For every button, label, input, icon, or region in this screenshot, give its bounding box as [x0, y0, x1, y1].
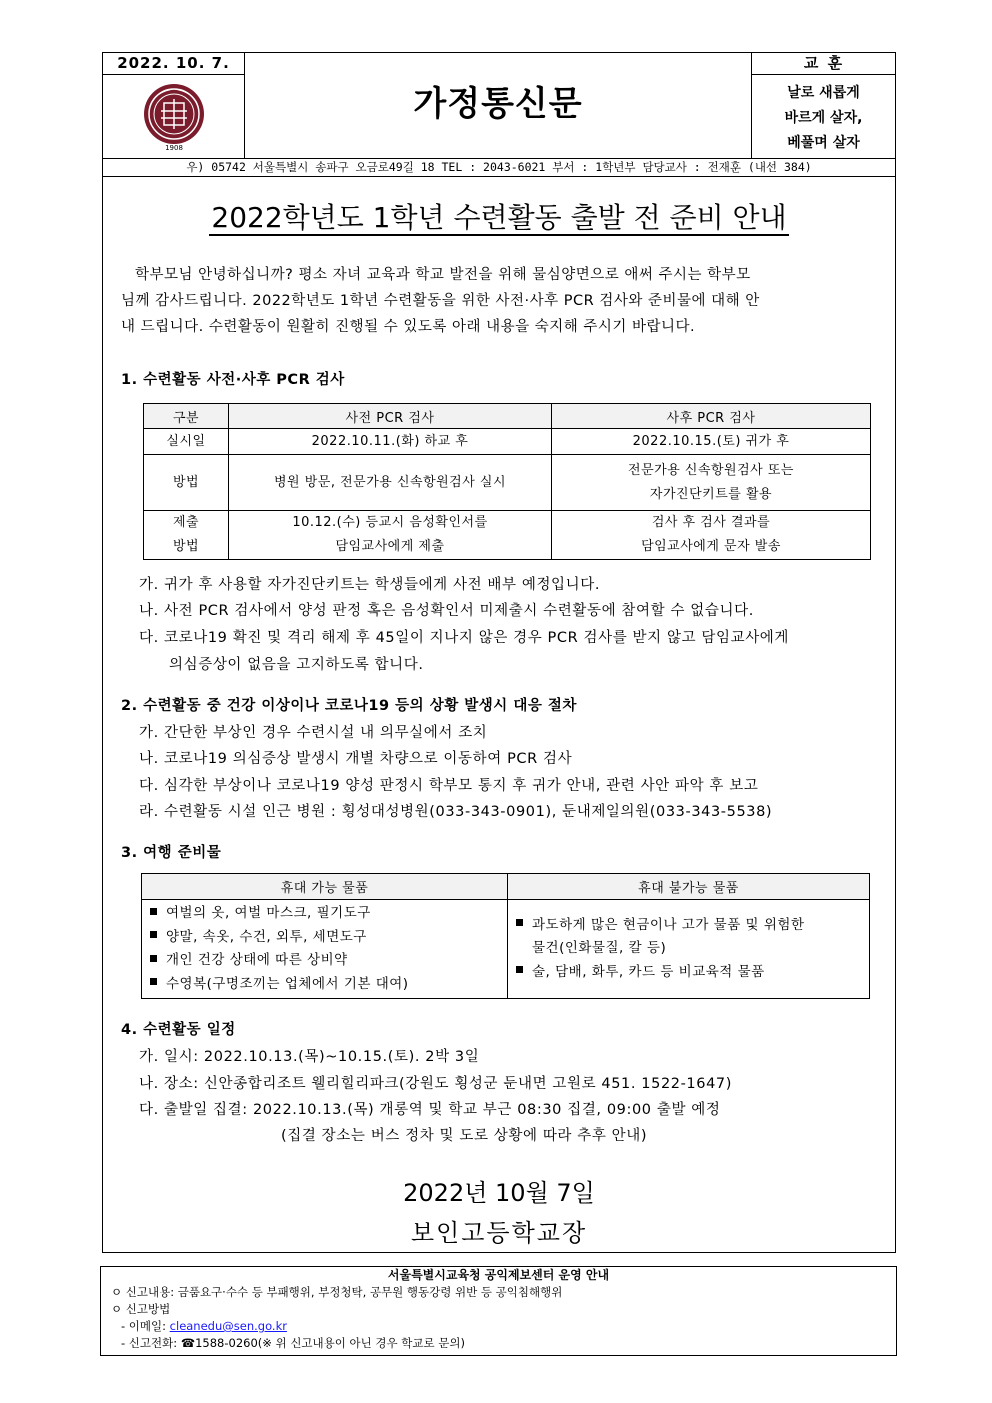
motto-line: 베풀며 살자: [787, 135, 860, 151]
intro-line: 학부모님 안녕하십니까? 평소 자녀 교육과 학교 발전을 위해 물심양면으로 애써 주시는 학부모: [135, 267, 751, 283]
letter-header: [102, 52, 896, 159]
intro-paragraph: [121, 262, 881, 340]
bullet-icon: [150, 931, 157, 938]
table-header: 휴대 가능 물품: [142, 874, 508, 900]
list-item: 개인 건강 상태에 따른 상비약: [150, 949, 499, 973]
motto-heading: 교 훈: [751, 53, 896, 75]
main-content: [102, 176, 896, 1253]
letter-title: 가정통신문: [413, 84, 583, 124]
bullet-icon: [516, 919, 523, 926]
notice-phone-line: - 신고전화: ☎1588-0260(※ 위 신고내용이 아닌 경우 학교로 문의): [121, 1336, 465, 1350]
bullet-icon: [150, 955, 157, 962]
motto-line: 날로 새롭게: [787, 85, 860, 101]
table-cell: [552, 511, 871, 560]
notice-line: ㅇ 신고내용: 금품요구·수수 등 부패행위, 부정청탁, 공무원 행동강령 위반 등 공익침해행위: [111, 1285, 563, 1299]
cell-line: 검사 후 검사 결과를: [651, 515, 771, 530]
note-item: 다. 코로나19 확진 및 격리 해제 후 45일이 지나지 않은 경우 PCR 검사를 받지 않고 담임교사에게: [139, 630, 790, 646]
logo-year: 1908: [165, 144, 183, 151]
principal-signature: 보인고등학교장: [410, 1219, 588, 1247]
section2-heading: 2. 수련활동 중 건강 이상이나 코로나19 등의 상황 발생시 대응 절차: [121, 698, 577, 714]
table-cell: [552, 455, 871, 511]
list-item: 가. 일시: 2022.10.13.(목)~10.15.(토). 2박 3일: [139, 1049, 480, 1065]
bullet-icon: [150, 908, 157, 915]
bullet-icon: [150, 978, 157, 985]
note-item: 나. 사전 PCR 검사에서 양성 판정 혹은 음성확인서 미제출시 수련활동에 참여할 수 없습니다.: [139, 603, 754, 619]
table-cell: 병원 방문, 전문가용 신속항원검사 실시: [229, 455, 552, 511]
whistleblower-notice: [100, 1266, 897, 1356]
school-motto: [751, 75, 895, 158]
notice-email-line: - 이메일: cleanedu@sen.go.kr: [121, 1319, 287, 1333]
table-row: [142, 900, 870, 999]
list-item: 다. 출발일 집결: 2022.10.13.(목) 개롱역 및 학교 부근 08:30 집결, 09:00 출발 예정: [139, 1102, 721, 1118]
cell-line: 방법: [172, 539, 200, 554]
note-item: 의심증상이 없음을 고지하도록 합니다.: [169, 657, 424, 673]
table-header: 구분: [144, 404, 229, 429]
cell-line: 담임교사에게 제출: [335, 539, 445, 554]
table-cell: [144, 511, 229, 560]
section1-heading: 1. 수련활동 사전·사후 PCR 검사: [121, 372, 345, 388]
table-cell: 방법: [144, 455, 229, 511]
document-title: 2022학년도 1학년 수련활동 출발 전 준비 안내: [211, 201, 787, 234]
allowed-items-cell: [142, 900, 508, 999]
list-item: 가. 간단한 부상인 경우 수련시설 내 의무실에서 조치: [139, 725, 488, 741]
table-header-row: [144, 404, 871, 429]
list-item-note: (집결 장소는 버스 정차 및 도로 상황에 따라 추후 안내): [281, 1128, 648, 1144]
table-row: [144, 429, 871, 455]
motto-line: 바르게 살자,: [784, 110, 863, 126]
list-item: 양말, 속옷, 수건, 외투, 세면도구: [150, 926, 499, 950]
note-item: 가. 귀가 후 사용할 자가진단키트는 학생들에게 사전 배부 예정입니다.: [139, 577, 601, 593]
list-item: 여벌의 옷, 여벌 마스크, 필기도구: [150, 902, 499, 926]
school-emblem-icon: [139, 81, 209, 151]
table-header: 사전 PCR 검사: [229, 404, 552, 429]
signature-date: 2022년 10월 7일: [403, 1179, 595, 1207]
allowed-list: [150, 902, 499, 996]
logo-cell: [103, 75, 245, 158]
list-item: 술, 담배, 화투, 카드 등 비교육적 물품: [516, 961, 861, 985]
table-header: 사후 PCR 검사: [552, 404, 871, 429]
not-allowed-items-cell: [508, 900, 870, 999]
not-allowed-list: [516, 914, 861, 985]
bullet-icon: [516, 966, 523, 973]
pcr-table: [143, 403, 871, 560]
cell-line: 전문가용 신속항원검사 또는: [628, 462, 794, 478]
items-table: [141, 873, 870, 999]
cell-line: 담임교사에게 문자 발송: [641, 539, 781, 554]
table-cell: [229, 511, 552, 560]
table-header-row: [142, 874, 870, 900]
list-item-continued: 물건(인화물질, 칼 등): [532, 940, 667, 957]
table-cell: 2022.10.15.(토) 귀가 후: [552, 429, 871, 455]
intro-line: 님께 감사드립니다. 2022학년도 1학년 수련활동을 위한 사전·사후 PCR 검사와 준비물에 대해 안: [121, 293, 760, 309]
cell-line: 제출: [172, 515, 200, 530]
intro-line: 내 드립니다. 수련활동이 원활히 진행될 수 있도록 아래 내용을 숙지해 주시기 바랍니다.: [121, 319, 696, 335]
list-item: 다. 심각한 부상이나 코로나19 양성 판정시 학부모 통지 후 귀가 안내, 관련 사안 파악 후 보고: [139, 778, 759, 794]
table-row: [144, 511, 871, 560]
cell-line: 10.12.(수) 등교시 음성확인서를: [292, 515, 488, 530]
address-bar: 우) 05742 서울특별시 송파구 오금로49길 18 TEL : 2043-6021 부서 : 1학년부 담당교사 : 전재훈 (내선 384): [102, 158, 896, 177]
issue-date: 2022. 10. 7.: [103, 53, 245, 75]
cell-line: 자가진단키트를 활용: [649, 486, 773, 502]
list-item: 라. 수련활동 시설 인근 병원 : 횡성대성병원(033-343-0901), 둔내제일의원(033-343-5538): [139, 804, 773, 820]
list-item: 나. 코로나19 의심증상 발생시 개별 차량으로 이동하여 PCR 검사: [139, 751, 573, 767]
notice-heading: 서울특별시교육청 공익제보센터 운영 안내: [387, 1268, 610, 1282]
email-link[interactable]: cleanedu@sen.go.kr: [169, 1319, 287, 1333]
section3-heading: 3. 여행 준비물: [121, 845, 222, 861]
table-row: [144, 455, 871, 511]
table-cell: 실시일: [144, 429, 229, 455]
list-item: 수영복(구명조끼는 업체에서 기본 대여): [150, 973, 499, 997]
notice-line: ㅇ 신고방법: [111, 1302, 171, 1316]
section4-heading: 4. 수련활동 일정: [121, 1022, 236, 1038]
list-item: 나. 장소: 신안종합리조트 웰리힐리파크(강원도 횡성군 둔내면 고원로 451. 1522-1647): [139, 1076, 732, 1092]
table-cell: 2022.10.11.(화) 하교 후: [229, 429, 552, 455]
table-header: 휴대 불가능 물품: [508, 874, 870, 900]
list-item: 과도하게 많은 현금이나 고가 물품 및 위험한: [516, 914, 861, 938]
